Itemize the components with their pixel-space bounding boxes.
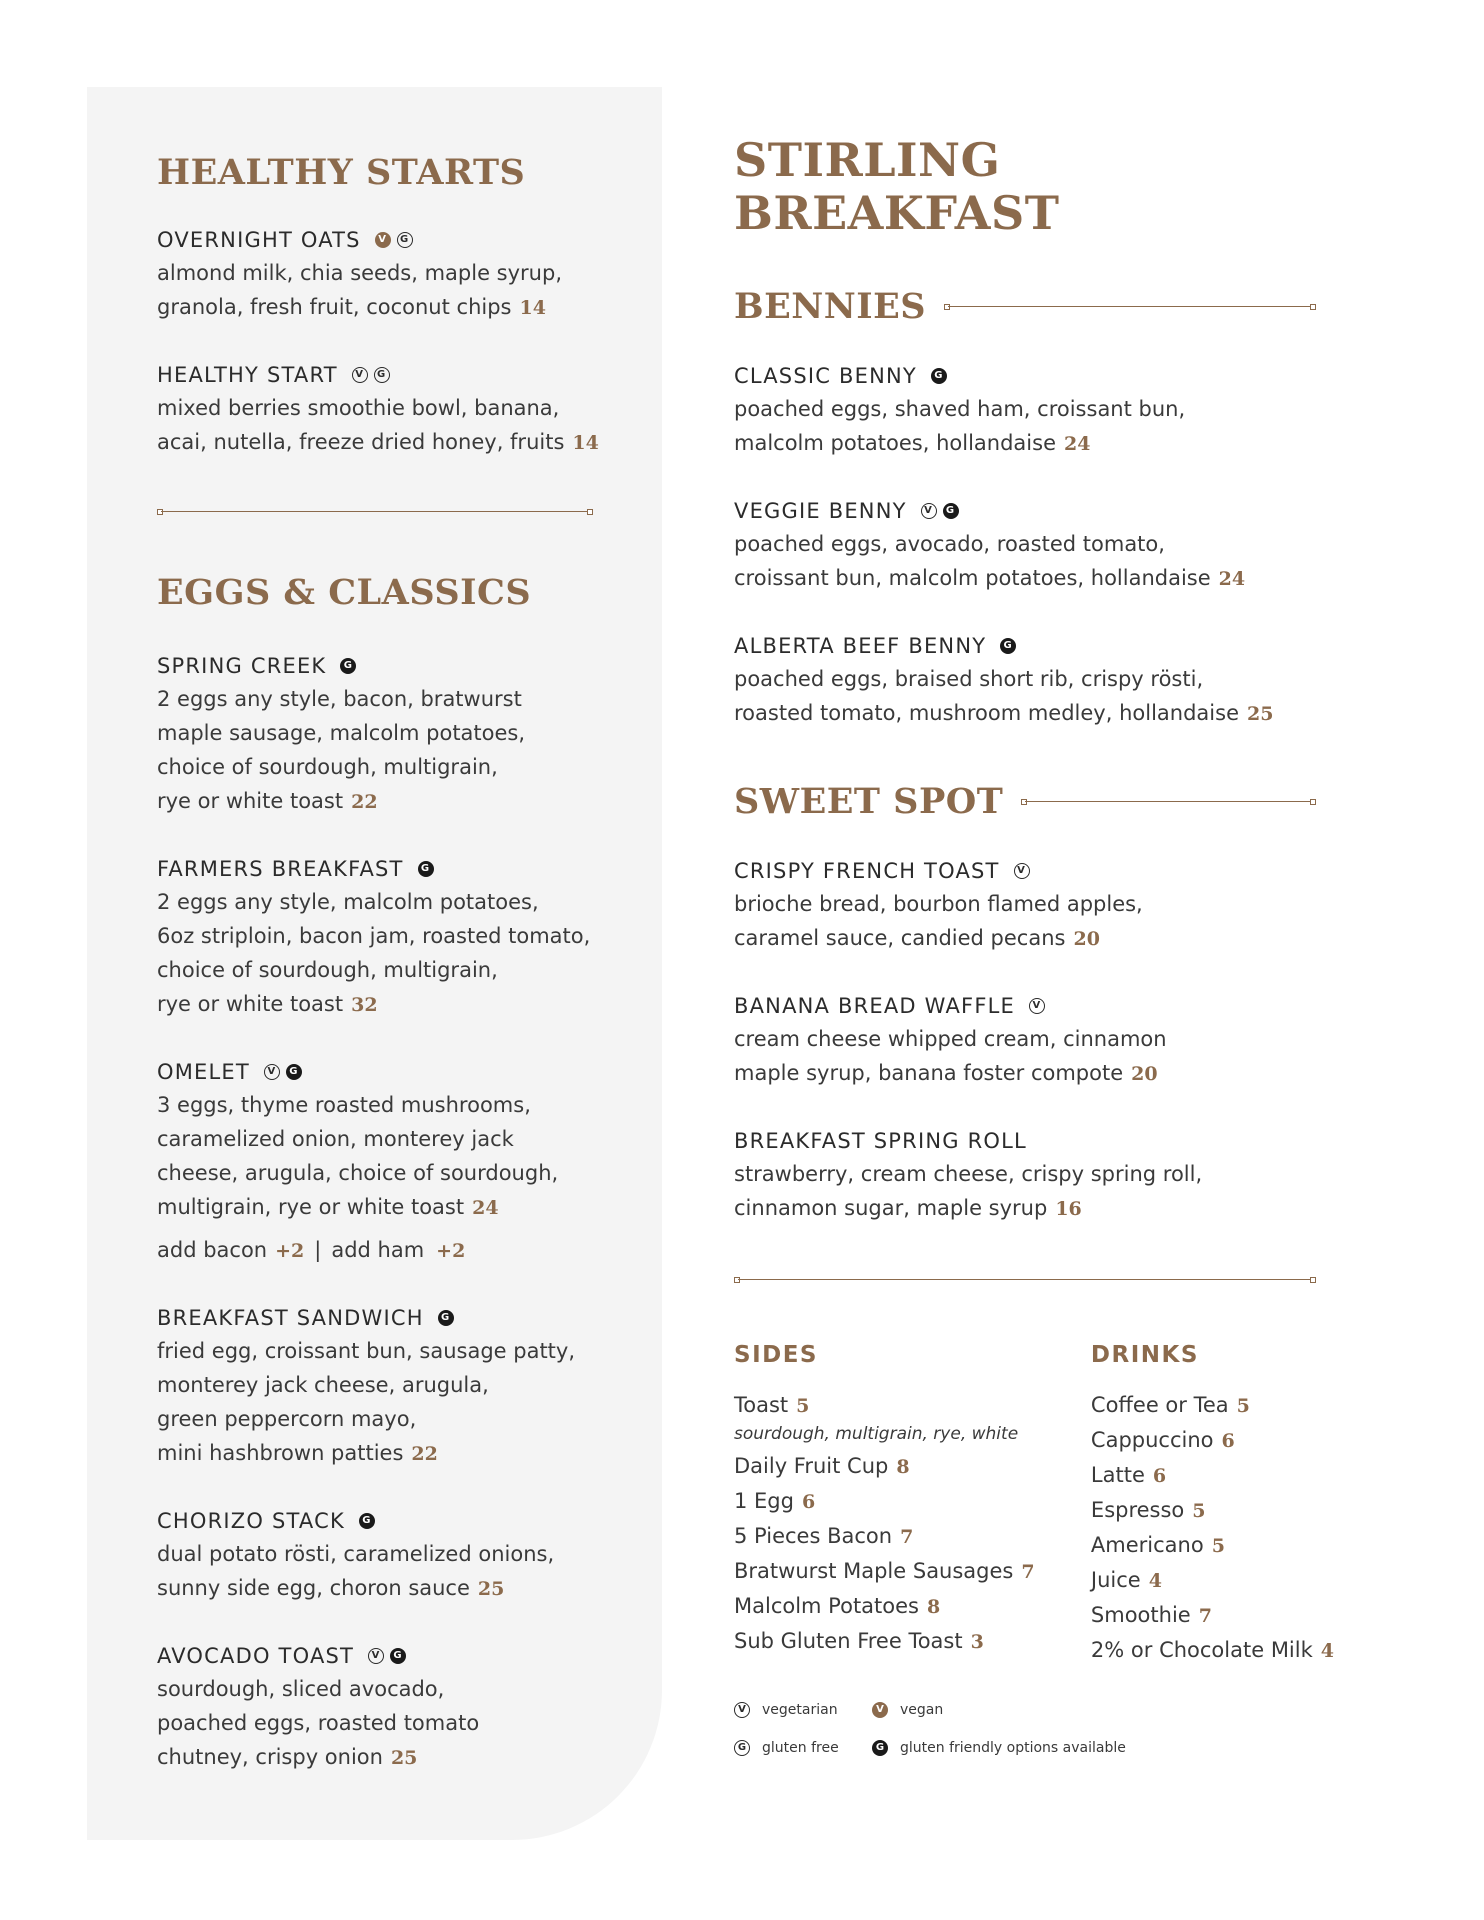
legend-gluten-friendly: G gluten friendly options available <box>872 1740 1126 1756</box>
menu-item-breakfast-sandwich <box>157 1302 607 1471</box>
gluten-friendly-icon: G <box>931 368 947 384</box>
side-item: Daily Fruit Cup 8 <box>734 1454 910 1478</box>
gluten-friendly-icon: G <box>418 861 434 877</box>
item-price: 20 <box>1073 928 1100 950</box>
drink-item: Espresso 5 <box>1090 1498 1206 1522</box>
side-item: Sub Gluten Free Toast 3 <box>734 1629 984 1653</box>
item-desc-line: 2 eggs any style, bacon, bratwurst <box>157 687 522 711</box>
item-name: CHORIZO STACK <box>157 1509 345 1533</box>
item-price: 22 <box>351 791 378 813</box>
item-desc-line: cheese, arugula, choice of sourdough, <box>157 1161 559 1185</box>
left-column <box>157 150 607 1775</box>
item-desc-line: strawberry, cream cheese, crispy spring roll, <box>734 1162 1203 1186</box>
menu-item-breakfast-spring-roll <box>734 1125 1334 1226</box>
healthy-starts-title: HEALTHY STARTS <box>157 152 526 193</box>
item-desc-line: green peppercorn mayo, <box>157 1407 417 1431</box>
item-desc-line: fried egg, croissant bun, sausage patty, <box>157 1339 576 1363</box>
menu-item-alberta-beef-benny <box>734 630 1334 731</box>
drink-item: Latte 6 <box>1090 1463 1167 1487</box>
sides-section <box>734 1340 1091 1668</box>
drink-item: 2% or Chocolate Milk 4 <box>1090 1638 1334 1662</box>
side-item: Bratwurst Maple Sausages 7 <box>734 1559 1035 1583</box>
item-price: 25 <box>477 1578 505 1600</box>
item-price: 14 <box>572 432 599 454</box>
side-item: 5 Pieces Bacon 7 <box>734 1524 914 1548</box>
drinks-section <box>1091 1340 1334 1668</box>
item-desc-line: sunny side egg, choron sauce <box>157 1576 470 1600</box>
addon-bacon-label: add bacon <box>157 1238 268 1262</box>
item-desc-line: granola, fresh fruit, coconut chips <box>157 295 512 319</box>
gluten-free-icon: G <box>734 1740 750 1756</box>
brand-line-1: STIRLING <box>734 133 1001 187</box>
item-desc-line: multigrain, rye or white toast <box>157 1195 465 1219</box>
item-name: HEALTHY START <box>157 363 338 387</box>
sides-drinks-block <box>734 1340 1334 1668</box>
menu-item-farmers-breakfast <box>157 853 607 1022</box>
item-price: 22 <box>411 1443 438 1465</box>
vegetarian-icon: V <box>264 1064 280 1080</box>
menu-item-healthy-start <box>157 359 607 460</box>
gluten-friendly-icon: G <box>1000 638 1016 654</box>
vegetarian-icon: V <box>352 367 368 383</box>
menu-item-veggie-benny <box>734 495 1334 596</box>
item-desc-line: maple sausage, malcolm potatoes, <box>157 721 526 745</box>
menu-item-overnight-oats <box>157 224 607 325</box>
menu-item-crispy-french-toast <box>734 855 1334 956</box>
gluten-friendly-icon: G <box>438 1310 454 1326</box>
gluten-friendly-icon: G <box>359 1513 375 1529</box>
menu-item-spring-creek <box>157 650 607 819</box>
gluten-friendly-icon: G <box>340 658 356 674</box>
item-price: 25 <box>1246 703 1274 725</box>
legend-gluten-free: G gluten free <box>734 1740 872 1756</box>
section-divider <box>157 506 593 518</box>
right-column <box>734 134 1334 1756</box>
legend-vegetarian: V vegetarian <box>734 1702 872 1718</box>
item-price: 20 <box>1131 1063 1158 1085</box>
item-desc-line: 2 eggs any style, malcolm potatoes, <box>157 890 539 914</box>
item-desc-line: monterey jack cheese, arugula, <box>157 1373 489 1397</box>
drink-item: Juice 4 <box>1090 1568 1162 1592</box>
brand-line-2: BREAKFAST <box>734 186 1060 240</box>
item-desc-line: 3 eggs, thyme roasted mushrooms, <box>157 1093 531 1117</box>
gluten-free-icon: G <box>374 367 390 383</box>
item-desc-line: choice of sourdough, multigrain, <box>157 755 498 779</box>
side-item: 1 Egg 6 <box>734 1489 816 1513</box>
item-desc-line: choice of sourdough, multigrain, <box>157 958 498 982</box>
omelet-addons <box>157 1233 607 1268</box>
drinks-title: DRINKS <box>1090 1342 1199 1368</box>
section-divider <box>944 301 1316 313</box>
item-desc-line: chutney, crispy onion <box>157 1745 383 1769</box>
vegetarian-icon: V <box>1014 863 1030 879</box>
item-desc-line: cream cheese whipped cream, cinnamon <box>734 1027 1167 1051</box>
menu-item-chorizo-stack <box>157 1505 607 1606</box>
item-price: 25 <box>390 1747 418 1769</box>
item-desc-line: rye or white toast <box>157 992 344 1016</box>
item-price: 32 <box>351 994 378 1016</box>
item-name: BREAKFAST SANDWICH <box>157 1306 424 1330</box>
addon-ham-label: add ham <box>331 1238 425 1262</box>
item-desc-line: acai, nutella, freeze dried honey, fruits <box>157 430 565 454</box>
drink-item: Americano 5 <box>1090 1533 1225 1557</box>
addon-separator: | <box>314 1238 322 1262</box>
bennies-header <box>734 284 1316 330</box>
item-desc-line: brioche bread, bourbon flamed apples, <box>734 892 1143 916</box>
menu-item-avocado-toast <box>157 1640 607 1775</box>
addon-bacon-price: +2 <box>275 1240 305 1262</box>
menu-item-omelet <box>157 1056 607 1268</box>
drink-item: Coffee or Tea 5 <box>1090 1393 1250 1417</box>
vegetarian-icon: V <box>368 1648 384 1664</box>
item-price: 24 <box>1218 568 1246 590</box>
vegan-icon: V <box>375 232 391 248</box>
item-name: SPRING CREEK <box>157 654 327 678</box>
item-name: BANANA BREAD WAFFLE <box>734 994 1015 1018</box>
bennies-title: BENNIES <box>734 286 927 327</box>
item-desc-line: croissant bun, malcolm potatoes, hollandaise <box>734 566 1211 590</box>
vegan-icon: V <box>872 1702 888 1718</box>
drink-item: Cappuccino 6 <box>1090 1428 1235 1452</box>
menu-item-classic-benny <box>734 360 1334 461</box>
item-desc-line: cinnamon sugar, maple syrup <box>734 1196 1048 1220</box>
item-desc-line: rye or white toast <box>157 789 344 813</box>
item-price: 16 <box>1055 1198 1082 1220</box>
brand-title <box>734 134 1334 240</box>
vegetarian-icon: V <box>734 1702 750 1718</box>
section-divider <box>1021 796 1316 808</box>
item-desc-line: caramel sauce, candied pecans <box>734 926 1066 950</box>
vegetarian-icon: V <box>1029 998 1045 1014</box>
item-name: OMELET <box>157 1060 250 1084</box>
item-desc-line: almond milk, chia seeds, maple syrup, <box>157 261 562 285</box>
item-name: CRISPY FRENCH TOAST <box>734 859 1000 883</box>
gluten-friendly-icon: G <box>943 503 959 519</box>
item-desc-line: poached eggs, avocado, roasted tomato, <box>734 532 1165 556</box>
legend <box>734 1702 1334 1756</box>
gluten-friendly-icon: G <box>390 1648 406 1664</box>
item-desc-line: caramelized onion, monterey jack <box>157 1127 514 1151</box>
item-desc-line: poached eggs, braised short rib, crispy rösti, <box>734 667 1204 691</box>
sides-title: SIDES <box>734 1342 818 1368</box>
addon-ham-price: +2 <box>436 1240 466 1262</box>
item-desc-line: dual potato rösti, caramelized onions, <box>157 1542 555 1566</box>
section-divider <box>734 1274 1316 1286</box>
item-name: OVERNIGHT OATS <box>157 228 361 252</box>
item-price: 14 <box>519 297 546 319</box>
sweet-spot-header <box>734 779 1316 825</box>
item-name: VEGGIE BENNY <box>734 499 907 523</box>
gluten-friendly-icon: G <box>872 1740 888 1756</box>
item-desc-line: poached eggs, shaved ham, croissant bun, <box>734 397 1186 421</box>
side-item: Malcolm Potatoes 8 <box>734 1594 941 1618</box>
menu-item-banana-bread-waffle <box>734 990 1334 1091</box>
vegetarian-icon: V <box>921 503 937 519</box>
item-name: ALBERTA BEEF BENNY <box>734 634 987 658</box>
item-name: CLASSIC BENNY <box>734 364 917 388</box>
item-price: 24 <box>472 1197 499 1219</box>
item-desc-line: mini hashbrown patties <box>157 1441 404 1465</box>
gluten-free-icon: G <box>397 232 413 248</box>
legend-vegan: V vegan <box>872 1702 943 1718</box>
item-name: BREAKFAST SPRING ROLL <box>734 1129 1027 1153</box>
drink-item: Smoothie 7 <box>1090 1603 1212 1627</box>
item-desc-line: maple syrup, banana foster compote <box>734 1061 1124 1085</box>
item-name: FARMERS BREAKFAST <box>157 857 404 881</box>
item-desc-line: roasted tomato, mushroom medley, hollandaise <box>734 701 1239 725</box>
item-price: 24 <box>1064 433 1091 455</box>
item-desc-line: 6oz striploin, bacon jam, roasted tomato, <box>157 924 591 948</box>
gluten-friendly-icon: G <box>286 1064 302 1080</box>
side-item: Toast 5 <box>734 1393 810 1417</box>
sweet-spot-title: SWEET SPOT <box>734 781 1004 822</box>
item-desc-line: poached eggs, roasted tomato <box>157 1711 480 1735</box>
eggs-classics-title: EGGS & CLASSICS <box>157 572 532 613</box>
item-desc-line: mixed berries smoothie bowl, banana, <box>157 396 560 420</box>
item-name: AVOCADO TOAST <box>157 1644 355 1668</box>
item-desc-line: sourdough, sliced avocado, <box>157 1677 445 1701</box>
toast-note: sourdough, multigrain, rye, white <box>734 1424 1019 1444</box>
item-desc-line: malcolm potatoes, hollandaise <box>734 431 1056 455</box>
